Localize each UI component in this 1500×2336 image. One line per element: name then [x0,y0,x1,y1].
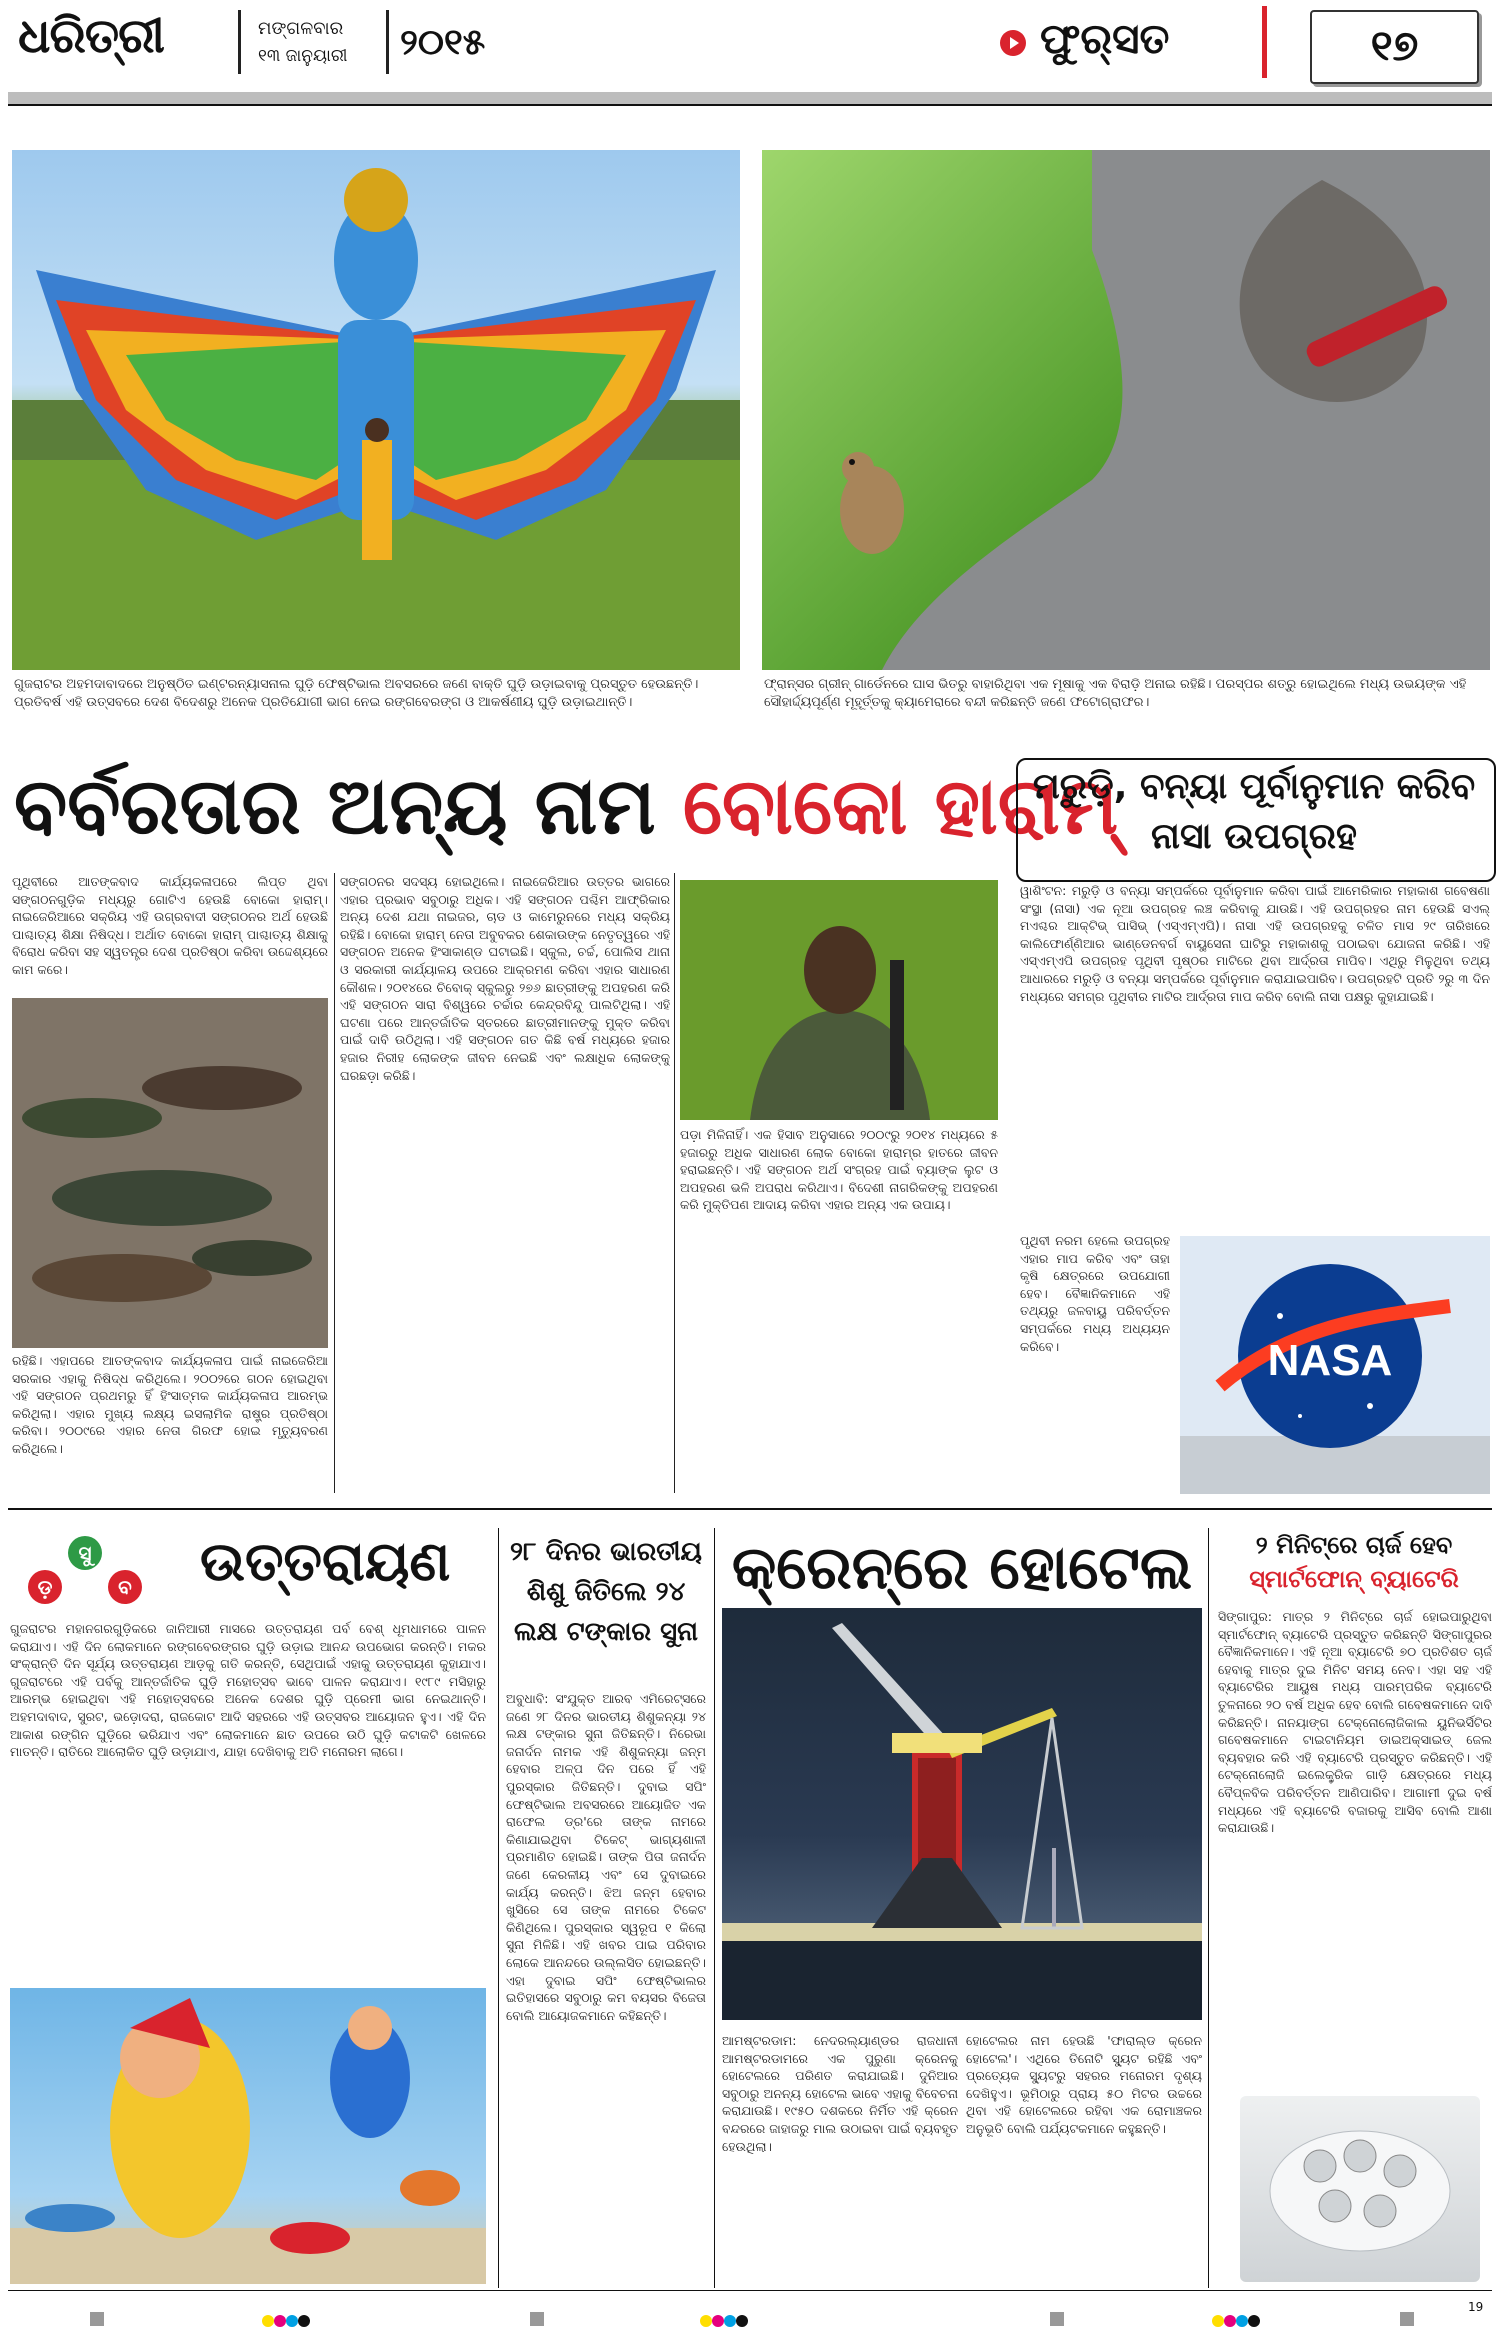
color-registration-marks [700,2312,760,2326]
boko-column-2: ସଙ୍ଗଠନର ସଦସ୍ୟ ହୋଇଥିଲେ। ନାଇଜେରିଆର ଉତ୍ତର ଭାଗରେ ଏହାର ପ୍ରଭାବ ସବୁଠାରୁ ଅଧିକ। ଏହି ସଙ୍ଗଠନ ପଶ୍ଚିମ ଆଫ୍ରିକାର ଅନ୍ୟ ଦେଶ ଯଥା ନାଇଜର, ଚାଡ ଓ କାମେରୁନରେ ମଧ୍ୟ ସକ୍ରିୟ ରହିଛି। ବୋକୋ ହାରାମ୍ ନେତା ଅବୁବକର ଶେକାଉଙ୍କ ନେତୃତ୍ୱରେ ଏହି ସଙ୍ଗଠନ ଅନେକ ହିଂସାକାଣ୍ଡ ଘଟାଇଛି। ସ୍କୁଲ, ଚର୍ଚ୍ଚ, ପୋଲିସ ଥାନା ଓ ସରକାରୀ କାର୍ଯ୍ୟାଳୟ ଉପରେ ଆକ୍ରମଣ କରିବା ଏହାର ସାଧାରଣ କୌଶଳ। ୨୦୧୪ରେ ଚିବୋକ୍ ସ୍କୁଲରୁ ୨୭୬ ଛାତ୍ରୀଙ୍କୁ ଅପହରଣ କରି ଏହି ସଙ୍ଗଠନ ସାରା ବିଶ୍ୱରେ ଚର୍ଚ୍ଚାର କେନ୍ଦ୍ରବିନ୍ଦୁ ପାଲଟିଥିଲା। ଏହି ଘଟଣା ପରେ ଆନ୍ତର୍ଜାତିକ ସ୍ତରରେ ଛାତ୍ରୀମାନଙ୍କୁ ମୁକ୍ତ କରିବା ପାଇଁ ଦାବି ଉଠିଥିଲା। ଏହି ସଙ୍ଗଠନ ଗତ କିଛି ବର୍ଷ ମଧ୍ୟରେ ହଜାର ହଜାର ନିରୀହ ଲୋକଙ୍କ ଜୀବନ ନେଇଛି ଏବଂ ଲକ୍ଷାଧିକ ଲୋକଙ୍କୁ ଘରଛଡ଼ା କରିଛି। [340,874,670,1083]
masthead-date: ୧୩ ଜାନୁୟାରୀ [258,46,348,66]
boko-headline [14,762,1119,852]
boko-victims-photo [12,998,328,1348]
column-separator [334,873,335,1493]
footer-page-number: 19 [1468,2300,1484,2314]
color-registration-marks [1212,2312,1272,2326]
boko-headline-red: ବୋକୋ ହାରାମ୍ [682,762,1119,852]
masthead-divider [238,10,241,74]
footer-rule [8,2290,1492,2291]
kite-festival-photo [12,150,740,670]
crane-headline: କ୍ରେନ୍‌ରେ ହୋଟେଲ [731,1533,1193,1603]
battery-illustration [1240,2096,1480,2282]
masthead-year: ୨୦୧୫ [400,22,486,63]
crane-column-2: ହୋଟେଲର ନାମ ହେଉଛି 'ଫାରାଲ୍ଡ କ୍ରେନ ହୋଟେଲ'। ଏଥିରେ ତିନୋଟି ସ୍ୟୁଟ ରହିଛି ଏବଂ ପ୍ରତ୍ୟେକ ସ୍ୟୁଟରୁ ସହରର ମନୋରମ ଦୃଶ୍ୟ ଦେଖିହୁଏ। ଭୂମିଠାରୁ ପ୍ରାୟ ୫୦ ମିଟର ଉଚ୍ଚରେ ଥିବା ଏହି ହୋଟେଲରେ ରହିବା ଏକ ରୋମାଞ୍ଚକର ଅନୁଭୂତି ବୋଲି ପର୍ଯ୍ୟଟକମାନେ କହୁଛନ୍ତି। [966,2033,1202,2136]
kites-photo [10,1988,486,2284]
masthead-divider [386,10,389,74]
color-registration-marks [262,2312,322,2326]
registration-mark [1400,2312,1414,2326]
boko-leader-photo [680,880,998,1120]
gold-column: ଅବୁଧାବି: ସଂଯୁକ୍ତ ଆରବ ଏମିରେଟ୍‌ସରେ ଜଣେ ୨୮ ଦିନର ଭାରତୀୟ ଶିଶୁକନ୍ୟା ୨୪ ଲକ୍ଷ ଟଙ୍କାର ସୁନା ଜିତିଛନ୍ତି। ନିରେଭା ଜନାର୍ଦନ ନାମକ ଏହି ଶିଶୁକନ୍ୟା ଜନ୍ମ ହେବାର ଅଳ୍ପ ଦିନ ପରେ ହିଁ ଏହି ପୁରସ୍କାର ଜିତିଛନ୍ତି। ଦୁବାଇ ସପିଂ ଫେଷ୍ଟିଭାଲ ଅବସରରେ ଆୟୋଜିତ ଏକ ରାଫେଲ ଡ୍ର'ରେ ତାଙ୍କ ନାମରେ କିଣାଯାଇଥିବା ଟିକେଟ୍ ଭାଗ୍ୟଶାଳୀ ପ୍ରମାଣିତ ହୋଇଛି। ତାଙ୍କ ପିତା ଜନାର୍ଦନ ଜଣେ କେରଳୀୟ ଏବଂ ସେ ଦୁବାଇରେ କାର୍ଯ୍ୟ କରନ୍ତି। ଝିଅ ଜନ୍ମ ହେବାର ଖୁସିରେ ସେ ତାଙ୍କ ନାମରେ ଟିକେଟ କିଣିଥିଲେ। ପୁରସ୍କାର ସ୍ୱରୂପ ୧ କିଲୋ ସୁନା ମିଳିଛି। ଏହି ଖବର ପାଇ ପରିବାର ଲୋକେ ଆନନ୍ଦରେ ଉଲ୍ଲସିତ ହୋଇଛନ୍ତି। ଏହା ଦୁବାଇ ସପିଂ ଫେଷ୍ଟିଭାଲର ଇତିହାସରେ ସବୁଠାରୁ କମ ବୟସର ବିଜେତା ବୋଲି ଆୟୋଜକମାନେ କହିଛନ୍ତି। [506,1691,706,2023]
column-separator [498,1528,499,2288]
column-separator [674,873,675,1493]
battery-headline-red: ସ୍ମାର୍ଟଫୋନ୍ ବ୍ୟାଟେରି [1249,1565,1459,1593]
battery-headline-black: ୨ ମିନିଟ୍‌ରେ ଚାର୍ଜ ହେବ [1255,1531,1453,1559]
leader-illustration [680,880,998,1120]
column-separator [714,1528,715,2288]
masthead [0,0,1500,92]
badge-circle-red: ଡ଼ [28,1570,62,1604]
column-separator [1208,1528,1209,2288]
nasa-headline: ମରୁଡ଼ି, ବନ୍ୟା ପୂର୍ବାନୁମାନ କରିବ ନାସା ଉପଗ୍ରହ [1032,766,1476,857]
crane-illustration [722,1608,1202,2020]
victims-illustration [12,998,328,1348]
kite-photo-caption: ଗୁଜରାଟର ଅହମଦାବାଦରେ ଅନୁଷ୍ଠିତ ଇଣ୍ଟରନ୍ୟାସନାଲ ଘୁଡ଼ି ଫେଷ୍ଟିଭାଲ ଅବସରରେ ଜଣେ ବାକ୍ତି ଘୁଡ଼ି ଉଡ଼ାଇବାକୁ ପ୍ରସ୍ତୁତ ହେଉଛନ୍ତି। ପ୍ରତିବର୍ଷ ଏହି ଉତ୍ସବରେ ଦେଶ ବିଦେଶରୁ ଅନେକ ପ୍ରତିଯୋଗୀ ଭାଗ ନେଇ ରଙ୍ଗବେରଙ୍ଗ ଓ ଆକର୍ଷଣୀୟ ଘୁଡ଼ି ଉଡ଼ାଇଥାନ୍ତି। [14,677,699,710]
newspaper-logo: ଧରିତ୍ରୀ [18,8,164,64]
uttarayan-badge [8,1536,188,1606]
battery-photo [1240,2096,1480,2282]
cat-mouse-photo [762,150,1490,670]
uttarayan-column: ଗୁଜରାଟର ମହାନଗରଗୁଡ଼ିକରେ ଜାନିଆରୀ ମାସରେ ଉତ୍ତରାୟଣ ପର୍ବ ବେଶ୍ ଧୂମଧାମରେ ପାଳନ କରାଯାଏ। ଏହି ଦିନ ଲୋକମାନେ ରଙ୍ଗବେରଙ୍ଗର ଘୁଡ଼ି ଉଡ଼ାଇ ଆନନ୍ଦ ଉପଭୋଗ କରନ୍ତି। ମକର ସଂକ୍ରାନ୍ତି ଦିନ ସୂର୍ଯ୍ୟ ଉତ୍ତରାୟଣ ଆଡ଼କୁ ଗତି କରନ୍ତି, ସେଥିପାଇଁ ଏହାକୁ ଉତ୍ତରାୟଣ କୁହାଯାଏ। ଗୁଜରାଟରେ ଏହି ପର୍ବକୁ ଆନ୍ତର୍ଜାତିକ ଘୁଡ଼ି ମହୋତ୍ସବ ଭାବେ ପାଳନ କରାଯାଏ। ୧୯୮୯ ମସିହାରୁ ଆରମ୍ଭ ହୋଇଥିବା ଏହି ମହୋତ୍ସବରେ ଅନେକ ଦେଶର ଘୁଡ଼ି ପ୍ରେମୀ ଭାଗ ନେଇଥାନ୍ତି। ଅହମଦାବାଦ, ସୁରଟ, ଭଡ଼ୋଦରା, ରାଜକୋଟ ଆଦି ସହରରେ ଏହି ଉତ୍ସବର ଆୟୋଜନ ହୁଏ। ଏହି ଦିନ ଆକାଶ ରଙ୍ଗିନ ଘୁଡ଼ିରେ ଭରିଯାଏ ଏବଂ ଲୋକମାନେ ଛାତ ଉପରେ ଉଠି ଘୁଡ଼ି କଟାକଟି ଖେଳରେ ମାତନ୍ତି। ରାତିରେ ଆଲୋକିତ ଘୁଡ଼ି ଉଡ଼ାଯାଏ, ଯାହା ଦେଖିବାକୁ ଅତି ମନୋରମ ଲାଗେ। [10,1621,486,1760]
nasa-logo-photo [1180,1236,1490,1494]
registration-mark [530,2312,544,2326]
kites-illustration [10,1988,486,2284]
registration-mark [1050,2312,1064,2326]
crane-hotel-photo [722,1608,1202,2020]
registration-mark [90,2312,104,2326]
boko-column-1b: ରହିଛି। ଏହାପରେ ଆତଙ୍କବାଦ କାର୍ଯ୍ୟକଳାପ ପାଇଁ ନାଇଜେରିଆ ସରକାର ଏହାକୁ ନିଷିଦ୍ଧ କରିଥିଲେ। ୨୦୦୨ରେ ଗଠନ ହୋଇଥିବା ଏହି ସଙ୍ଗଠନ ପ୍ରଥମରୁ ହିଁ ହିଂସାତ୍ମକ କାର୍ଯ୍ୟକଳାପ ଆରମ୍ଭ କରିଥିଲା। ଏହାର ମୁଖ୍ୟ ଲକ୍ଷ୍ୟ ଇସଲାମିକ ରାଷ୍ଟ୍ର ପ୍ରତିଷ୍ଠା କରିବା। ୨୦୦୯ରେ ଏହାର ନେତା ଗିରଫ ହୋଇ ମୃତ୍ୟୁବରଣ କରିଥିଲେ। [12,1353,328,1456]
boko-headline-black: ବର୍ବରତାର ଅନ୍ୟ ନାମ [14,762,656,852]
header-rule [8,92,1492,104]
section-title: ଫୁର୍‌ସତ [1040,14,1170,63]
boko-column-3: ପଡ଼ା ମିଳିନାହିଁ। ଏକ ହିସାବ ଅନୁସାରେ ୨୦୦୯ରୁ ୨୦୧୪ ମଧ୍ୟରେ ୫ ହଜାରରୁ ଅଧିକ ସାଧାରଣ ଲୋକ ବୋକୋ ହାରାମ୍‌ର ହାତରେ ଜୀବନ ହରାଇଛନ୍ତି। ଏହି ସଙ୍ଗଠନ ଅର୍ଥ ସଂଗ୍ରହ ପାଇଁ ବ୍ୟାଙ୍କ ଲୁଟ ଓ ଅପହରଣ ଭଳି ଅପରାଧ କରିଥାଏ। ବିଦେଶୀ ନାଗରିକଙ୍କୁ ଅପହରଣ କରି ମୁକ୍ତିପଣ ଆଦାୟ କରିବା ଏହାର ଅନ୍ୟ ଏକ ଉପାୟ। [680,1127,998,1213]
badge-circle-green: ସୁ [68,1536,102,1570]
header-rule-line [8,104,1492,106]
battery-headline [1216,1528,1492,1596]
battery-column: ସିଙ୍ଗାପୁର: ମାତ୍ର ୨ ମିନିଟ୍‌ରେ ଚାର୍ଜ ହୋଇପାରୁଥିବା ସ୍ମାର୍ଟଫୋନ୍ ବ୍ୟାଟେରି ପ୍ରସ୍ତୁତ କରିଛନ୍ତି ସିଙ୍ଗାପୁରର ବୈଜ୍ଞାନିକମାନେ। ଏହି ନୂଆ ବ୍ୟାଟେରି ୭୦ ପ୍ରତିଶତ ଚାର୍ଜ ହେବାକୁ ମାତ୍ର ଦୁଇ ମିନିଟ ସମୟ ନେବ। ଏହା ସହ ଏହି ବ୍ୟାଟେରିର ଆୟୁଷ ମଧ୍ୟ ପାରମ୍ପରିକ ବ୍ୟାଟେରି ତୁଳନାରେ ୨୦ ବର୍ଷ ଅଧିକ ହେବ ବୋଲି ଗବେଷକମାନେ ଦାବି କରିଛନ୍ତି। ନାନୟାଙ୍ଗ ଟେକ୍ନୋଲୋଜିକାଲ ୟୁନିଭର୍ସିଟିର ଗବେଷକମାନେ ଟାଇଟାନିୟମ ଡାଇଅକ୍ସାଇଡ୍ ଜେଲ ବ୍ୟବହାର କରି ଏହି ବ୍ୟାଟେରି ପ୍ରସ୍ତୁତ କରିଛନ୍ତି। ଏହି ଟେକ୍ନୋଲୋଜି ଇଲେକ୍ଟ୍ରିକ ଗାଡ଼ି କ୍ଷେତ୍ରରେ ମଧ୍ୟ ବୈପ୍ଳବିକ ପରିବର୍ତ୍ତନ ଆଣିପାରିବ। ଆଗାମୀ ଦୁଇ ବର୍ଷ ମଧ୍ୟରେ ଏହି ବ୍ୟାଟେରି ବଜାରକୁ ଆସିବ ବୋଲି ଆଶା କରାଯାଉଛି। [1218,1609,1492,1836]
cat-photo-caption: ଫ୍ରାନ୍ସର ଗ୍ରୀନ୍ ଗାର୍ଡେନରେ ଘାସ ଭିତରୁ ବାହାରିଥିବା ଏକ ମୂଷାକୁ ଏକ ବିରାଡ଼ି ଅନାଇ ରହିଛି। ପରସ୍ପର ଶତ୍ରୁ ହୋଇଥିଲେ ମଧ୍ୟ ଉଭୟଙ୍କ ଏହି ସୌହାର୍ଦ୍ଦ୍ୟପୂର୍ଣ୍ଣ ମୂହୂର୍ତ୍ତକୁ କ୍ୟାମେରାରେ ବନ୍ଦୀ କରିଛନ୍ତି ଜଣେ ଫଟୋଗ୍ରାଫର। [764,677,1467,710]
uttarayan-title: ଉତ୍ତରାୟଣ [200,1530,451,1593]
page-number: ୧୭ [1310,10,1479,84]
nasa-logo-text: NASA [1267,1336,1393,1385]
boko-column-1: ପୃଥିବୀରେ ଆତଙ୍କବାଦ କାର୍ଯ୍ୟକଳାପରେ ଲିପ୍ତ ଥିବା ସଙ୍ଗଠନଗୁଡ଼ିକ ମଧ୍ୟରୁ ଗୋଟିଏ ହେଉଛି ବୋକୋ ହାରାମ୍। ନାଇଜେରିଆରେ ସକ୍ରିୟ ଏହି ଉଗ୍ରବାଦୀ ସଙ୍ଗଠନର ଅର୍ଥ ହେଉଛି ପାଶ୍ଚାତ୍ୟ ଶିକ୍ଷା ନିଷିଦ୍ଧ। ଅର୍ଥାତ ବୋକୋ ହାରାମ୍ ପାଶ୍ଚାତ୍ୟ ଶିକ୍ଷାକୁ ବିରୋଧ କରିବା ସହ ସ୍ୱତନ୍ତ୍ର ଦେଶ ପ୍ରତିଷ୍ଠା କରିବା ଉଦ୍ଦେଶ୍ୟରେ କାମ କରେ। [12,874,328,977]
red-divider [1262,6,1267,78]
nasa-column-short: ପୃଥିବୀ ନରମ ହେଲେ ଉପଗ୍ରହ ଏହାର ମାପ କରିବ ଏବଂ ତାହା କୃଷି କ୍ଷେତ୍ରରେ ଉପଯୋଗୀ ହେବ। ବୈଜ୍ଞାନିକମାନେ ଏହି ତଥ୍ୟରୁ ଜଳବାୟୁ ପରିବର୍ତ୍ତନ ସମ୍ପର୍କରେ ମଧ୍ୟ ଅଧ୍ୟୟନ କରିବେ। [1020,1233,1170,1354]
crane-column-1: ଆମଷ୍ଟରଡାମ: ନେଦରଲ୍ୟାଣ୍ଡର ରାଜଧାନୀ ଆମଷ୍ଟରଡାମରେ ଏକ ପୁରୁଣା କ୍ରେନକୁ ହୋଟେଲରେ ପରିଣତ କରାଯାଇଛି। ଦୁନିଆର ସବୁଠାରୁ ଅନନ୍ୟ ହୋଟେଲ ଭାବେ ଏହାକୁ ବିବେଚନା କରାଯାଉଛି। ୧୯୫୦ ଦଶକରେ ନିର୍ମିତ ଏହି କ୍ରେନ ବନ୍ଦରରେ ଜାହାଜରୁ ମାଲ ଉଠାଇବା ପାଇଁ ବ୍ୟବହୃତ ହେଉଥିଲା। [722,2033,958,2154]
masthead-day: ମଙ୍ଗଳବାର [258,18,344,39]
cat-illustration [762,150,1490,670]
badge-circle-red: ବ [108,1570,142,1604]
nasa-column: ୱାଶିଂଟନ: ମରୁଡ଼ି ଓ ବନ୍ୟା ସମ୍ପର୍କରେ ପୂର୍ବାନୁମାନ କରିବା ପାଇଁ ଆମେରିକାର ମହାକାଶ ଗବେଷଣା ସଂସ୍ଥା (ନାସା) ଏକ ନୂଆ ଉପଗ୍ରହ ଲଞ୍ଚ କରିବାକୁ ଯାଉଛି। ଏହି ଉପଗ୍ରହର ନାମ ହେଉଛି ସଏଲ୍ ମଏଶ୍ଚର ଆକ୍ଟିଭ୍ ପାସିଭ୍ (ଏସ୍‌ଏମ୍‌ଏପି)। ନାସା ଏହି ଉପଗ୍ରହକୁ ଚଳିତ ମାସ ୨୯ ତାରିଖରେ କାଲିଫୋର୍ଣ୍ଣିଆର ଭାଣ୍ଡେନବର୍ଗ ବାୟୁସେନା ଘାଟିରୁ ମହାକାଶକୁ ପଠାଇବା ଯୋଜନା କରିଛି। ଏହି ଏସ୍‌ଏମ୍‌ଏପି ଉପଗ୍ରହ ପୃଥିବୀ ପୃଷ୍ଠର ମାଟିରେ ଥିବା ଆର୍ଦ୍ରତା ମାପିବ। ଏଥିରୁ ମିଳୁଥିବା ତଥ୍ୟ ଆଧାରରେ ମରୁଡ଼ି ଓ ବନ୍ୟା ସମ୍ପର୍କରେ ପୂର୍ବାନୁମାନ କରାଯାଇପାରିବ। ଉପଗ୍ରହଟି ପ୍ରତି ୨ରୁ ୩ ଦିନ ମଧ୍ୟରେ ସମଗ୍ର ପୃଥିବୀର ମାଟିର ଆର୍ଦ୍ରତା ମାପ କରିବ ବୋଲି ନାସା ପକ୍ଷରୁ କୁହାଯାଇଛି। [1020,883,1490,1004]
gold-headline: ୨୮ ଦିନର ଭାରତୀୟ ଶିଶୁ ଜିତିଲେ ୨୪ ଲକ୍ଷ ଟଙ୍କାର ସୁନା [510,1537,702,1647]
play-icon [1000,30,1026,56]
section-rule [8,1508,1492,1510]
kite-illustration [12,150,740,670]
